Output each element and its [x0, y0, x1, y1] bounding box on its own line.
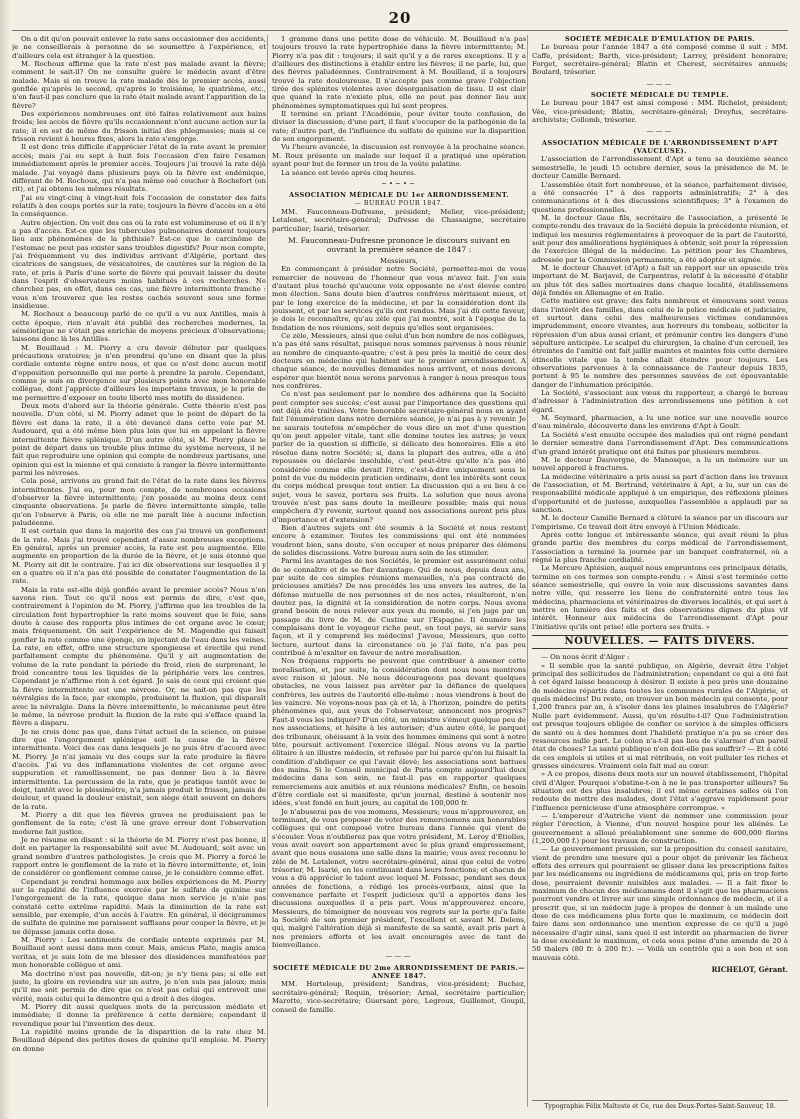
paragraph: Bien d'autres sujets ont été soumis à la Société et nous restent encore à examiner. Toutes les commissions qui ont été nommées voudront bien, sans doute, s'en occuper et nous préparer des élémens de solides discussions. Votre bureau aura soin de les stimuler.: [272, 523, 526, 557]
section-title: ASSOCIATION MÉDICALE DE L'ARRONDISSEMENT D'APT (VAUCLUSE).: [541, 138, 779, 156]
paragraph: Le bureau pour 1847 est ainsi composé : MM. Richelot, président; Vée, vice-président; Blatin, secrétaire-général; Dreyfus, secrétaire-archiviste; Collomb, trésorier.: [532, 99, 788, 125]
printer-imprint: Typographie Félix Malteste et Ce, rue des Deux-Portes-Saint-Sauveur, 18.: [532, 1100, 788, 1110]
paragraph: Après cette longue et intéressante séance, qui avait réuni la plus grande partie des membres du corps médical de l'arrondissement, l'association a terminé la journée par un banquet confraternel, où a régné la plus franche cordialité.: [532, 530, 788, 564]
section-ornament: ———: [385, 952, 413, 961]
paragraph: 1 gramme dans une petite dose de véhicule. M. Bouillaud n'a pas toujours trouvé la rate hypertrophiée dans la fièvre intermittente; M. Piorry n'a pas dit : toujours; il sait qu'il y a de rares exceptions. Il y a d'ailleurs des distinctions à établir entre les fièvres; il ne parle, lui, que des fièvres paludéennes. Contrairement à M. Bouillaud, il a toujours trouvé la rate douloureuse. Il n'accepte pas comme grave l'objection tirée des splénites violentes avec désorganisation de tissu. Il est clair que quand la rate n'existe plus, elle ne peut pas donner lieu aux phénomènes symptomatiques qui lui sont propres.: [272, 35, 526, 110]
paragraph: La médecine vétérinaire a pris aussi sa part d'action dans les travaux de l'association, et M. Bertrand, vétérinaire à Apt, a lu, sur un cas de responsabilité médicale appliqué à un empirique, des réflexions pleines d'opportunité et de justesse, auxquelles l'assemblée a applaudi par sa sanction.: [532, 472, 788, 514]
paragraph: Deux mots d'abord sur la théorie générale. Cette théorie n'est pas nouvelle. D'un côté, si M. Piorry admet que le point de départ de la fièvre est dans la rate, il a été devancé dans cette voie par M. Audouard, qui a été même bien plus loin que lui en appelant la fièvre intermittente fièvre splénique. D'un autre côté, si M. Piorry place le point de départ dans un trouble plus intime du système nerveux, il ne fait que reproduire une opinion qui compte de nombreux partisans, une opinion qui est la mienne et qui consiste à ranger la fièvre intermittente parmi les névroses.: [12, 402, 266, 477]
paragraph: Ce n'est pas seulement par le nombre des adhérens que la Société peut compter ses succès; c'est aussi par l'importance des questions qui ont déjà été traitées. Votre honorable secrétaire-général nous en ayant fait l'énumération dans notre dernière séance, je n'ai pas à y revenir. Je ne saurais toutefois m'empêcher de vous dire un mot d'une question qu'on peut appeler vitale, tant elle domine toutes les autres; je veux parler de la question si difficile, si délicate des honoraires. Elle a été résolue dans notre Société; si, dans la plupart des autres, elle a été repoussée ou déclarée insoluble, c'est peut-être qu'elle n'a pas été considérée comme elle devait l'être, c'est-à-dire uniquement sous le point de vue du médecin praticien ordinaire, dont les intérêts sont ceux du corps médical presque tout entier. La discussion qui a eu lieu à ce sujet, vous le savez, portera ses fruits. La solution que nous avons trouvée n'est pas sans doute la meilleure possible; mais qui nous empêchera d'y revenir, surtout quand nos associations auront pris plus d'importance et d'extension?: [272, 390, 526, 524]
paragraph: Parmi les avantages de nos Sociétés, le premier est assurément celui de se connaître et de se fier davantage. Qui de nous, depuis deux ans, par suite de ces simples réunions mensuelles, n'a pas contracté de précieuses amitiés? De nos procédés les uns envers les autres, de la défense mutuelle de nos personnes et de nos actes, résulteront, n'en doutez pas, la dignité et la considération de notre corps. Nous avons grand besoin de nous relever aux yeux du monde, si j'en juge par un passage du livre de M. de Custine sur l'Espagne. Il énumère les complaisans dont le voyageur riche peut, en tout pays, se servir sans façon, et il y comprend les médecins! J'avoue, Messieurs, que cette lecture, surtout dans la circonstance où je l'ai faite, n'a pas peu contribué à m'exalter en faveur de notre moralisation.: [272, 557, 526, 658]
speech-heading: M. Fauconneau-Dufresne prononce le discours suivant en ouvrant la première séance de 1847 :: [288, 235, 510, 254]
paragraph: Il termine en priant l'Académie, pour éviter toute confusion, de diviser la discussion; d'une part, il faut s'occuper de la pathogénie de la rate; d'autre part, de l'influence du sulfate de quinine sur la disparition de son engorgement.: [272, 110, 526, 144]
paragraph: L'association de l'arrondissement d'Apt a tenu sa deuxième séance semestrielle, le jeudi 15 octobre dernier, sous la présidence de M. le docteur Camille Bernard.: [532, 155, 788, 181]
section-subtitle: — BUREAU POUR 1847.: [354, 199, 444, 207]
bureau-list: MM. Fauconneau-Dufresne, président; Melier, vice-président; Letalenet, secrétaire-général; Dufresse de Chassaigne, secrétaire particulier; Isarié, trésorier.: [272, 207, 526, 233]
paragraph: M. Seymard, pharmacien, a lu une notice sur une nouvelle source d'eau minérale, découverte dans les environs d'Apt à Goult.: [532, 414, 788, 431]
column-divider: [267, 35, 268, 1107]
paragraph: L'assemblée était fort nombreuse, et la séance, parfaitement divisée, a été consacrée 1° à des rapports administratifs; 2° à des communications et à des discussions scientifiques; 3° à l'examen de questions professionnelles.: [532, 180, 788, 214]
paragraph: Il est donc très difficile d'apprécier l'état de la rate avant le premier accès; mais j'ai eu sept à huit fois l'occasion d'en faire l'examen immédiatement après le premier accès. Toujours j'ai trouvé la rate déjà malade. J'ai voyagé dans plusieurs pays où la fièvre est endémique, différant de M. Rochoux, qui n'a pas même osé coucher à Rochefort (on rit), et j'ai obtenu les mêmes résultats.: [12, 143, 266, 194]
paragraph: « Il semble que la santé publique, en Algérie, devrait être l'objet principal des sollicitudes de l'administration; cependant ce qui a été fait à cet égard laisse beaucoup à désirer. Il existe à peu près une douzaine de médecins répartis dans toutes les communes rurales de l'Algérie, et quels médecins! Du reste, on trouver un bon médecin qui consente, pour 1,200 francs par an, à s'isoler dans les plaines insalubres de l'Algérie? Nulle part évidemment. Aussi, qu'en résulte-t-il? Que l'administration est presque toujours obligée de confier ce service à de simples officiers de santé ou à des hommes dont l'habileté pratique n'a pu se créer des ressources nulle part. Le colon n'a-t-il pas lieu de s'alarmer d'un pareil état de choses? La santé publique n'en doit-elle pas souffrir? — Et à côté de ces emplois si utiles et si mal rétribués, on voit pulluler les riches et grasses sinécures. Vraiment cela fait mal au cœur.: [532, 661, 788, 770]
section-title: SOCIÉTÉ MÉDICALE DU TEMPLE.: [590, 91, 730, 100]
paragraph: Il est certain que dans la majorité des cas j'ai trouvé un gonflement de la rate. Mais j'ai trouvé cependant d'assez nombreuses exceptions. En général, après un premier accès, la rate est peu augmentée. Elle augmente en proportion de la durée de la fièvre, et je suis étonné que M. Piorry ait dit le contraire. J'ai ici dix observations sur lesquelles il y en a quatre où il n'a pas été possible de constater l'augmentation de la rate.: [12, 527, 266, 586]
salutation: Messieurs,: [380, 256, 418, 265]
paragraph: La Société s'est ensuite occupée des maladies qui ont régné pendant le dernier semestre dans l'arrondissement d'Apt. Des communications d'un grand intérêt pratique ont été faites par plusieurs membres.: [532, 430, 788, 456]
section-ornament: ———: [646, 127, 674, 136]
paragraph: — L'empereur d'Autriche vient de nommer une commission pour régler l'érection, à Vienne, d'un nouvel hospice pour les aliénés. Le gouvernement a alloué préalablement une somme de 600,000 florins (1,200,000 f.) pour les travaux de construction.: [532, 811, 788, 845]
paragraph: M. Bouillaud : M. Piorry a cru devoir débuter par quelques précautions oratoires; je n'en prendrai qu'une en disant que la plus cordiale entente règne entre nous, et que ce n'est donc aucun motif d'opposition personnelle qui me porte à prendre la parole. Cependant, comme je suis en divergence sur plusieurs points avec mon honorable collègue, dont j'apprécie d'ailleurs les importans travaux, je le prie de me permettre d'exposer en toute liberté mes motifs de dissidence.: [12, 343, 266, 402]
paragraph: On a dit qu'on pouvait enlever la rate sans occasionner des accidents, je ne conseillerais à personne de se soumettre à l'expérience, et d'ailleurs cela est étranger à la question.: [12, 35, 266, 60]
section-title: SOCIÉTÉ MÉDICALE DU 2me ARRONDISSEMENT DE PARIS.—ANNÉE 1847.: [272, 963, 526, 981]
paragraph: Des expériences nombreuses ont été faites relativement aux bains froids; les accès de fièvre qu'ils occasionnent n'ont aucune action sur la rate; il en est de même du frisson initial des phlegmasies; mais si ce frisson revient à heures fixes, alors la rate s'engorge.: [12, 110, 266, 144]
page-number: 20: [388, 9, 412, 27]
column-3: [532, 35, 788, 1095]
news-section-title: NOUVELLES. — FAITS DIVERS.: [532, 635, 788, 649]
section-title: ASSOCIATION MÉDICALE DU 1er ARRONDISSEMENT.: [288, 191, 510, 200]
paragraph: M. Rochoux a beaucoup parlé de ce qu'il a vu aux Antilles, mais à cette époque, rien n'avait été publié des recherches modernes, la séméiotique ne s'était pas enrichie de moyens précieux d'observations; laissons donc là les Antilles.: [12, 310, 266, 344]
paragraph: Je ne crois donc pas que, dans l'état actuel de la science, on puisse dire que l'engorgement splénique soit la cause de la fièvre intermittente. Voici des cas dans lesquels je ne puis être d'accord avec M. Piorry. Je n'ai jamais vu des coups sur la rate produire la fièvre d'accès. J'ai vu des inflammations violentes de cet organe avec suppuration et ramollissement, ne pas donner lieu à la fièvre intermittente. La percussion de la rate, que je pratique tantôt avec le doigt, tantôt avec le plessimètre, n'a jamais produit le frisson, jamais de douleur, et quand la douleur existait, son siège était souvent en dehors de la rate.: [12, 727, 266, 811]
paragraph: La Société, s'associant aux vœux du rapporteur, a chargé le bureau d'adresser à l'administration des arrondissemens une pétition à cet égard.: [532, 389, 788, 414]
paragraph: Cette matière est grave; des faits nombreux et émouvans sont venus dans l'intérêt des familles, dans celui de la police médicale et judiciaire, et surtout dans celui des malheureuses victimes condamnées imprudemment, encore vivantes, aux horreurs du tombeau, solliciter la répression d'un abus aussi criant, et prémunir contre les dangers d'une sépulture anticipée. Le scalpel du chirurgien, la chaîne d'un cercueil, les étreintes de l'amitié ont fait jaillir maintes et maintes fois cette dernière étincelle vitale que la tombe allait éteindre pour toujours. Les observations parvenues à la connaissance de l'auteur depuis 1835, portent à 95 le nombre des personnes sauvées de cet épouvantable danger de l'inhumation précipitée.: [532, 297, 788, 389]
column-divider: [527, 35, 528, 1107]
header-rule: [12, 30, 788, 31]
paragraph: Le bureau pour l'année 1847 a été composé comme il suit : MM. Caffe, président; Barth, vice-président; Larrey, président honoraire; Forget, secrétaire-général; Blatin et Cherest, secrétaires annuels; Boulard, trésorier.: [532, 43, 788, 77]
paragraph: Je n'abuserai pas de vos momens, Messieurs; vous m'approuverez, en terminant, de vous proposer de voter des remerciemens aux honorables collègues qui ont composé votre bureau dans l'année qui vient de s'écouler. Vous n'oublierez pas que votre président, M. Leroy d'Étiolles, vous avait ouvert son appartement avec le plus grand empressement, avant que nous eussions une salle dans la mairie; vous avez reconnu le zèle de M. Letalenet, votre secrétaire-général, ainsi que celui de votre trésorier, M. Isarié, en les continuant dans leurs fonctions; et chacun de vous a dû apprécier le talent avec lequel M. Foissac, pendant ses deux années de fonctions, a rédigé les procès-verbaux, ainsi que la convenance parfaite et l'esprit judicieux qu'il a apportés dans les discussions auxquelles il a pris part. Vous m'approuverez encore, Messieurs, de témoigner de nouveau vos regrets sur la perte qu'a faite la Société de son premier président, l'excellent et savant M. Delens, qui, malgré l'altération déjà si manifeste de sa santé, avait pris part à nos premiers efforts et les avait encouragés avec de tant de bienveillance.: [272, 807, 526, 950]
paragraph: La rapidité moins grande de la disparition de la rate chez M. Bouillaud dépend des petites doses de quinine qu'il emploie. M. Piorry en donne: [12, 1027, 266, 1053]
paragraph: Mais la rate est-elle déjà gonflée avant le premier accès? Nous n'en savons rien. Tout ce qu'il nous est permis de dire, c'est que, contrairement à l'opinion de M. Piorry, j'affirme que les troubles de la circulation font hypertrophier la rate moins souvent que le foie, sans doute à cause des rapports plus intimes de cet organe avec le cœur, mais fréquemment. On sait l'expérience de M. Magendie qui faisait gonfler la rate comme une éponge, en injectant de l'eau dans les veines. La rate, en effet, offre une structure spongieuse et érectile qui rend parfaitement compte du phénomène. Qu'il y ait augmentation de volume de la rate pendant la période du froid, rien de surprenant, le froid concentre tous les liquides de la périphérie vers les centres. Cependant je n'affirme rien à cet égard. Je sais de ceux qui croient que la fièvre intermittente est une névrose. Or, ne sait-on pas que les névralgies de la face, par exemple, produisent la fluxion, qui disparaît avec la névralgie. Dans la fièvre intermittente, le mécanisme peut être le même, la névrose produit la fluxion de la rate qui s'efface quand la fièvre a disparu.: [12, 585, 266, 728]
paragraph: M. le docteur Chauvet (d'Apt) a fait un rapport sur un opuscule très important de M. Barjavel, de Carpentras, relatif à la nécessité d'établir au plus tôt des salles mortuaires dans chaque localité, établissemens déjà fondés en Allemagne et en Italie.: [532, 263, 788, 297]
paragraph: M. le docteur Gaue fils, secrétaire de l'association, a présenté le compte-rendu des travaux de la Société depuis la précédente réunion, et indiqué les mesures réglementaires à provoquer de la part de l'autorité, soit pour des améliorations hygiéniques à obtenir, soit pour la répression de l'exercice illégal de la médecine. La pétition pour les Chambres, adressée par la Commission permanente, a été adoptée et signée.: [532, 213, 788, 264]
paragraph: La séance est levée après cinq heures.: [281, 168, 417, 177]
column-1: [12, 35, 266, 1095]
paragraph: Cependant je rendrai hommage aux belles expériences de M. Piorry sur la rapidité de l'influence exercée par le sulfate de quinine sur l'engorgement de la rate, quoique dans mon service je n'aie pas constaté cette extrême rapidité. Mais la diminution de la rate est sensible, par exemple, d'un accès à l'autre. En général, il décigrammes de sulfate de quinine me paraissent suffisans pour couper la fièvre, et je ne dépasse jamais cette dose.: [12, 877, 266, 936]
paragraph: — Le gouvernement prussien, sur la proposition du conseil sanitaire, vient de prendre une mesure qui a pour objet de prévenir les fâcheux effets des erreurs qui pourraient se glisser dans les prescriptions faites par les médicamens ou ingrédiens de médicamens qui, pris en trop forte dose, pourraient devenir nuisibles aux malades. — Il a fait fixer le maximum de chacun des médicamens dont il s'agit que les pharmaciens pourront vendre et livrer sur une simple ordonnance de médecin, et il a prescrit que, si un médecin juge à propos de donner à un malade une dose de ces médicamens plus forte que le maximum, ce médecin doit faire dans son ordonnance une mention expresse de ce qu'il a jugé nécessaire d'agir ainsi, sans quoi il est interdit au pharmacien de livrer la dose excédant le maximum, et cela sous peine d'une amende de 20 à 50 thalers (80 fr. à 200 fr.). — Voilà un contrôle qui a son bon et son mauvais côté.: [532, 845, 788, 962]
paragraph: » A ce propos, disons deux mots sur un nouvel établissement, l'hôpital civil d'Alger. Pourquoi s'obstine-t-on à ne le pas transporter ailleurs? Sa situation est des plus insalubres; il est même certaines salles où l'on redoute de mettre des malades, dont l'état s'aggrave rapidement pour l'influence pernicieuse d'une atmosphère corrompue. »: [532, 770, 788, 812]
paragraph: M. Piorry : Les sentiments de cordiale entente exprimés par M. Bouillaud sont aussi dans mon cœur. Mais, amicus Plato, magis amica veritas, et je suis loin de me blesser des dissidences manifestées par mon honorable collègue et ami.: [12, 936, 266, 970]
column-2: [272, 35, 526, 1095]
paragraph: En commençant à présider notre Société, permettez-moi de vous remercier de nouveau de l'honneur que vous m'avez fait. J'en suis d'autant plus touché qu'aucune voix opposante ne s'est élevée contre mon élection. Sans doute bien d'autres confrères méritaient mieux, et par le long exercice de la médecine, et par la considération dont ils jouissent, et par les services qu'ils ont rendus. Mais j'ai dû cette faveur, je dois le reconnaître, qu'au zèle que j'ai montré, soit à l'époque de la fondation de nos réunions, soit depuis qu'elles sont organisées.: [272, 265, 526, 332]
editor-signature: RICHELOT, Gérant.: [711, 965, 788, 975]
bureau-list: MM. Horteloup, président; Sandras, vice-président; Buchez, secrétaire-général; Requin, trésorier; Arnal, secrétaire particulier; Marotte, vice-secrétaire; Guersant père, Legroux, Guillemot, Goupil, conseil de famille.: [272, 980, 526, 1014]
paragraph: Ma doctrine n'est pas nouvelle, dit-on; je n'y tiens pas; si elle est juste, la gloire en reviendra sur un autre, je n'en suis pas jaloux; mais qu'il me soit permis de dire que ce n'est pas celui qui entrevoit une vérité, mais celui qui la démontre qui a droit à des éloges.: [12, 969, 266, 1003]
paragraph: Ce zèle, Messieurs, ainsi que celui d'un bon nombre de nos collègues, n'a pas été sans résultat, puisque nous sommes parvenus à nous réunir au nombre de cinquante-quatre; c'est à peu près la moitié de ceux des docteurs en médecine qui habitent sur le premier arrondissement. A chaque séance, de nouvelles demandes nous arrivent, et nous devons espérer que bientôt nous serons parvenus à ranger à nous presque tous nos confrères.: [272, 332, 526, 391]
paragraph: J'ai eu vingt-cinq à vingt-huit fois l'occasion de constater des faits relatifs à des coups portés sur la rate; toujours la fièvre d'accès en a été la conséquence.: [12, 193, 266, 219]
paragraph: M. Rochoux affirme que la rate n'est pas malade avant la fièvre; comment le sait-il? On ne consulte guère le médecin avant d'être malade. Mais si on trouve la rate malade dès le premier accès, aussi gonflée qu'après le second, qu'après le troisième, le quatrième, etc., n'en faut-il pas conclure que la rate était malade avant l'apparition de la fièvre?: [12, 60, 266, 110]
section-title: SOCIÉTÉ MÉDICALE D'ÉMULATION DE PARIS.: [564, 35, 756, 43]
paragraph: M. Piorry dit aussi quelques mots de la percussion médiate et immédiate; il donne la préférence à cette dernière; cependant il revendique pour lui l'invention des deux.: [12, 1002, 266, 1028]
paragraph: Le Mercure Aptésien, auquel nous empruntons ces principaux détails, termine en ces termes son compte-rendu : « Ainsi s'est terminée cette séance semestrielle, qui ouvre la voie aux discussions savantes dans notre ville, qui resserre les liens de confraternité entre tous les médecins, pharmaciens et vétérinaires de diverses localités, et qui sert à mettre en lumière des faits et des observations dignes du plus vif intérêt. Honneur aux médecins de l'arrondissement d'Apt pour l'initiative qu'ils ont prise! elle portera ses fruits. »: [532, 564, 788, 631]
paragraph: M. Piorry a dit que les fièvres graves ne produisaient pas le gonflement de la rate; c'est là une grave erreur dont l'observation moderne fait justice.: [12, 810, 266, 836]
paragraph: M. le docteur Camille Bernard a clôturé la séance par un discours sur l'empirisme. Ce travail doit être envoyé à l'Union Médicale.: [532, 514, 788, 531]
paragraph: Je ne résume en disant : si la théorie de M. Piorry n'est pas bonne, il doit en partager la responsabilité soit avec M. Audouard, soit avec un grand nombre d'autres pathologistes. Je crois que M. Piorry a forcé le rapport entre le gonflement de la rate et la fièvre intermittente, et, loin de considérer ce gonflement comme cause, je le considère comme effet.: [12, 836, 266, 878]
paragraph: Cela posé, arrivons au grand fait de l'état de la rate dans les fièvres intermittentes. J'ai eu, pour mon compte, de nombreuses occasions d'observer la fièvre intermittente; j'en possède au moins deux cent cinquante observations. Je parle de fièvre intermittente simple, telle qu'on l'observe à Paris, où elle ne me paraît liée à aucune infection paludéenne.: [12, 477, 266, 527]
paragraph: Autre objection. On voit des cas où la rate est volumineuse et où il n'y a pas d'accès. Est-ce que les tubercules pulmonaires donnent toujours lieu aux phénomènes de la phthisie? Est-ce que le carcinôme de l'estomac ne peut pas exister sans troubles digestifs? Pour mon compte, j'ai fréquemment vu des individus arrivant d'Algérie, portant des cicatrices de sangsues, de vésicatoires, de cautères sur la région de la rate, et pris à Paris d'une sorte de fièvre qui pouvait laisser du doute dans l'esprit d'observateurs moins habitués à ces recherches. Ne cherchez pas, en effet, dans ces cas, une fièvre intermittente franche : vous n'en trouverez que les restes cachés souvent sous une forme insidieuse.: [12, 218, 266, 310]
paragraph: — On nous écrit d'Alger :: [541, 653, 630, 662]
section-ornament: ~•~•~: [381, 179, 417, 188]
section-ornament: ———: [646, 79, 674, 88]
paragraph: Nos fréquens rapports ne peuvent que contribuer à amener cette moralisation, et, par suite, la considération dont nous nous montrons avec raison si jaloux. Ne nous décourageons pas devant quelques obstacles, ne vous laissez pas arrêter par la défiance de quelques confrères, les autres de l'autorité elle-même : nous viendrons à bout de les vaincre. Ne voyons-nous pas çà et là, à l'horizon, poindre de petits phénomènes qui, aux yeux de l'observateur, annoncent nos progrès? Faut-il vous les indiquer? D'un côté, un ministre s'émeut quelque peu de nos associations, et hésite à les autoriser; d'un autre côté, le parquet des tribunaux, obéissant à la voix des hommes éminens qui sont à notre tête, poursuit activement l'exercice illégal. Nous avons vu la partie élitaire à un illustre médecin, et refusée par lui parce qu'on lui faisait la condition d'abdiquer ce qui l'avait élevé; les associations sont battues des mains. Si le Conseil municipal de Paris compte aujourd'hui deux médecins dans son sein, ne faut-il pas en rapporter quelques remerciemens aux amitiés et aux réunions médicales? Enfin, ce besoin d'être cordiale est si manifeste, qu'un journal, destiné à soutenir nos idées, s'est fondé en huit jours, au capital de 100,000 fr.: [272, 657, 526, 808]
paragraph: M. le docteur Dauvergne, de Manosque, a lu un mémoire sur un nouvel appareil à fractures.: [532, 455, 788, 473]
page-edge-shadow: [0, 0, 10, 1119]
paragraph: Vu l'heure avancée, la discussion est renvoyée à la prochaine séance. M. Roux présente un malade sur lequel il a pratiqué une opération ayant pour but de fermer un trou de la voûte palatine.: [272, 143, 526, 169]
